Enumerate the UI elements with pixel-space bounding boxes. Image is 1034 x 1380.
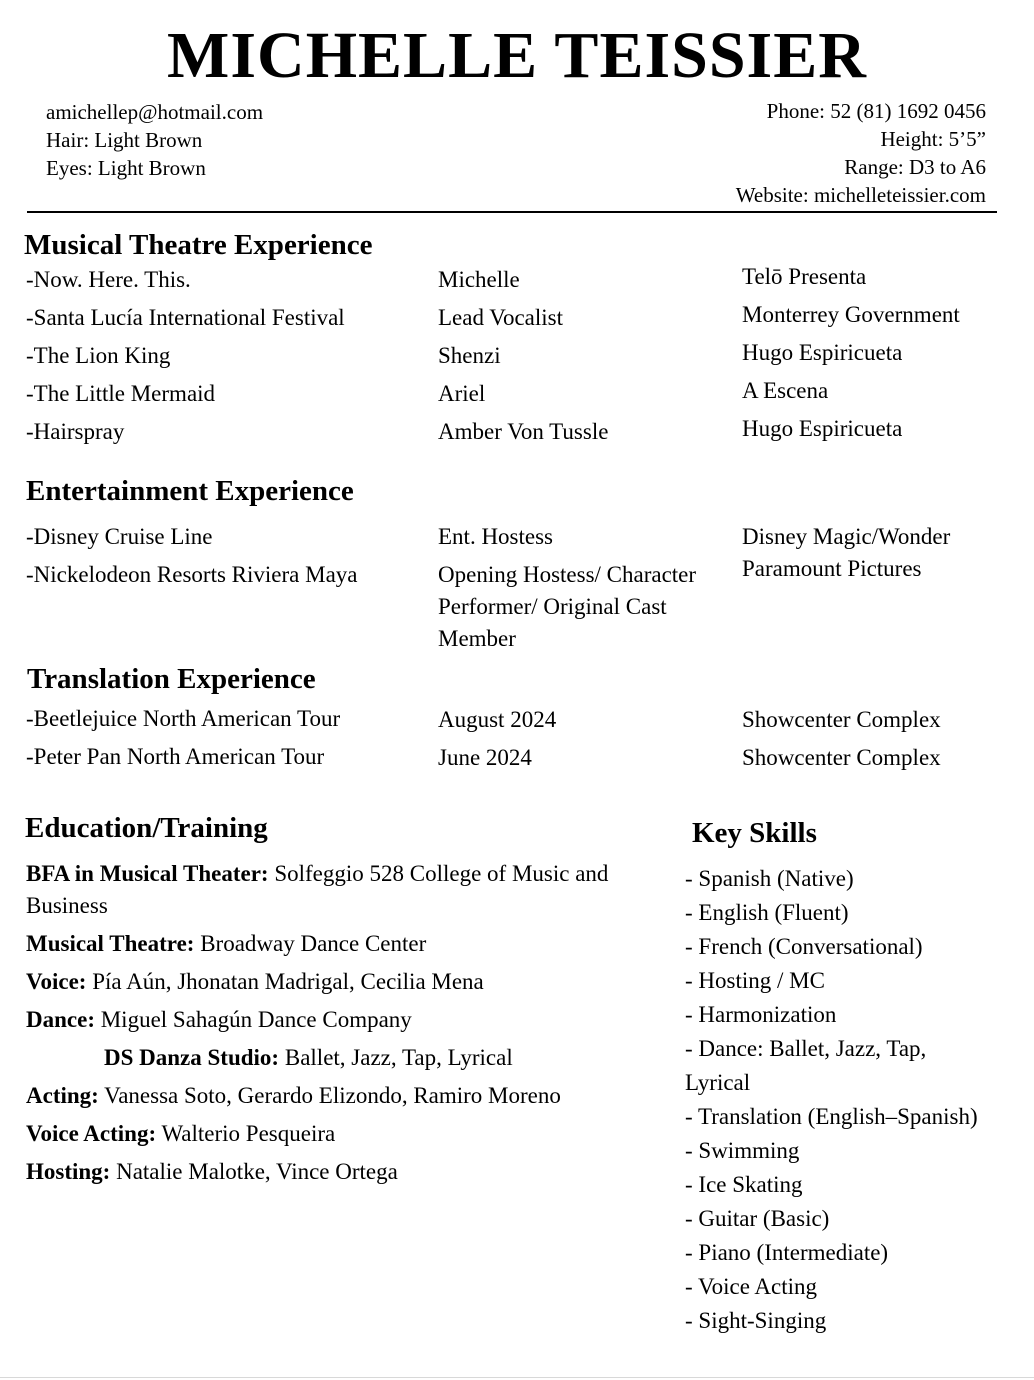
email-text: amichellep@hotmail.com	[46, 100, 264, 124]
skill-item: - Voice Acting	[685, 1274, 818, 1299]
contact-left	[46, 98, 263, 182]
skill-item: - English (Fluent)	[685, 900, 849, 925]
tr-title-2: -Peter Pan North American Tour	[26, 744, 325, 769]
education-text: Solfeggio 528 College of Music and Business	[26, 861, 609, 918]
education-label: Voice Acting:	[26, 1121, 157, 1146]
phone-text: Phone: 52 (81) 1692 0456	[766, 99, 986, 123]
contact-right	[736, 97, 986, 209]
tr-date-1: August 2024	[438, 707, 557, 732]
education-text: Vanessa Soto, Gerardo Elizondo, Ramiro Moreno	[98, 1083, 561, 1108]
education-label: DS Danza Studio:	[104, 1045, 280, 1070]
mt-role-5: Amber Von Tussle	[438, 419, 609, 444]
skill-item: - Harmonization	[685, 1002, 837, 1027]
education-heading: Education/Training	[25, 812, 268, 844]
education-text: Broadway Dance Center	[194, 931, 427, 956]
education-list	[26, 858, 626, 1194]
skill-item: - Guitar (Basic)	[685, 1206, 830, 1231]
education-label: Hosting:	[26, 1159, 111, 1184]
ent-company-2: Paramount Pictures	[742, 556, 922, 581]
education-text: Pía Aún, Jhonatan Madrigal, Cecilia Mena	[86, 969, 484, 994]
skills-list	[685, 862, 985, 1338]
education-label: Dance:	[26, 1007, 95, 1032]
ent-company-1: Disney Magic/Wonder	[742, 524, 951, 549]
ent-role-1: Ent. Hostess	[438, 524, 553, 549]
education-label: Voice:	[26, 969, 87, 994]
skill-item: - Spanish (Native)	[685, 866, 854, 891]
website-text: Website: michelleteissier.com	[735, 183, 986, 207]
skill-item: - Ice Skating	[685, 1172, 803, 1197]
translation-heading: Translation Experience	[27, 663, 316, 695]
mt-title-2: -Santa Lucía International Festival	[26, 305, 345, 330]
education-text: Walterio Pesqueira	[156, 1121, 336, 1146]
education-label: BFA in Musical Theater:	[26, 861, 269, 886]
education-text: Natalie Malotke, Vince Ortega	[110, 1159, 398, 1184]
education-label: Acting:	[26, 1083, 99, 1108]
mt-company-3: Hugo Espiricueta	[742, 340, 903, 365]
skill-item: - Hosting / MC	[685, 968, 825, 993]
mt-role-2: Lead Vocalist	[438, 305, 563, 330]
skill-item: - Piano (Intermediate)	[685, 1240, 889, 1265]
education-entry	[26, 858, 626, 922]
education-text: Ballet, Jazz, Tap, Lyrical	[279, 1045, 513, 1070]
skill-item: - Sight-Singing	[685, 1308, 827, 1333]
mt-company-2: Monterrey Government	[742, 302, 960, 327]
mt-role-3: Shenzi	[438, 343, 501, 368]
page-title: MICHELLE TEISSIER	[167, 19, 867, 92]
tr-venue-2: Showcenter Complex	[742, 745, 941, 770]
education-text: Miguel Sahagún Dance Company	[94, 1007, 412, 1032]
mt-company-4: A Escena	[742, 378, 829, 403]
mt-role-1: Michelle	[438, 267, 520, 292]
mt-title-5: -Hairspray	[26, 419, 125, 444]
education-entry	[26, 1080, 626, 1112]
header-divider	[27, 211, 997, 213]
skill-item: - French (Conversational)	[685, 934, 923, 959]
education-label: Musical Theatre:	[26, 931, 195, 956]
height-text: Height: 5’5”	[880, 127, 986, 151]
education-entry	[26, 1042, 626, 1074]
ent-title-1: -Disney Cruise Line	[26, 524, 213, 549]
skill-item: - Dance: Ballet, Jazz, Tap, Lyrical	[685, 1036, 927, 1095]
mt-title-4: -The Little Mermaid	[26, 381, 216, 406]
mt-title-1: -Now. Here. This.	[26, 267, 191, 292]
education-entry	[26, 966, 626, 998]
tr-title-1: -Beetlejuice North American Tour	[26, 706, 341, 731]
skill-item: - Translation (English–Spanish)	[685, 1104, 978, 1129]
tr-date-2: June 2024	[438, 745, 532, 770]
mt-company-1: Telō Presenta	[742, 264, 867, 289]
ent-title-2: -Nickelodeon Resorts Riviera Maya	[26, 562, 358, 587]
ent-role-2: Opening Hostess/ Character Performer/ Original Cast Member	[438, 562, 697, 651]
education-entry	[26, 1156, 626, 1188]
eyes-text: Eyes: Light Brown	[46, 156, 206, 180]
mt-role-4: Ariel	[438, 381, 486, 406]
education-entry	[26, 1118, 626, 1150]
hair-text: Hair: Light Brown	[46, 128, 203, 152]
entertainment-heading: Entertainment Experience	[26, 475, 354, 507]
mt-title-3: -The Lion King	[26, 343, 171, 368]
musical-theatre-heading: Musical Theatre Experience	[24, 229, 373, 261]
tr-venue-1: Showcenter Complex	[742, 707, 941, 732]
skill-item: - Swimming	[685, 1138, 800, 1163]
page-bottom-border	[0, 1377, 1034, 1378]
education-entry	[26, 928, 626, 960]
mt-company-5: Hugo Espiricueta	[742, 416, 903, 441]
range-text: Range: D3 to A6	[844, 155, 986, 179]
education-entry	[26, 1004, 626, 1036]
key-skills-heading: Key Skills	[692, 817, 817, 849]
